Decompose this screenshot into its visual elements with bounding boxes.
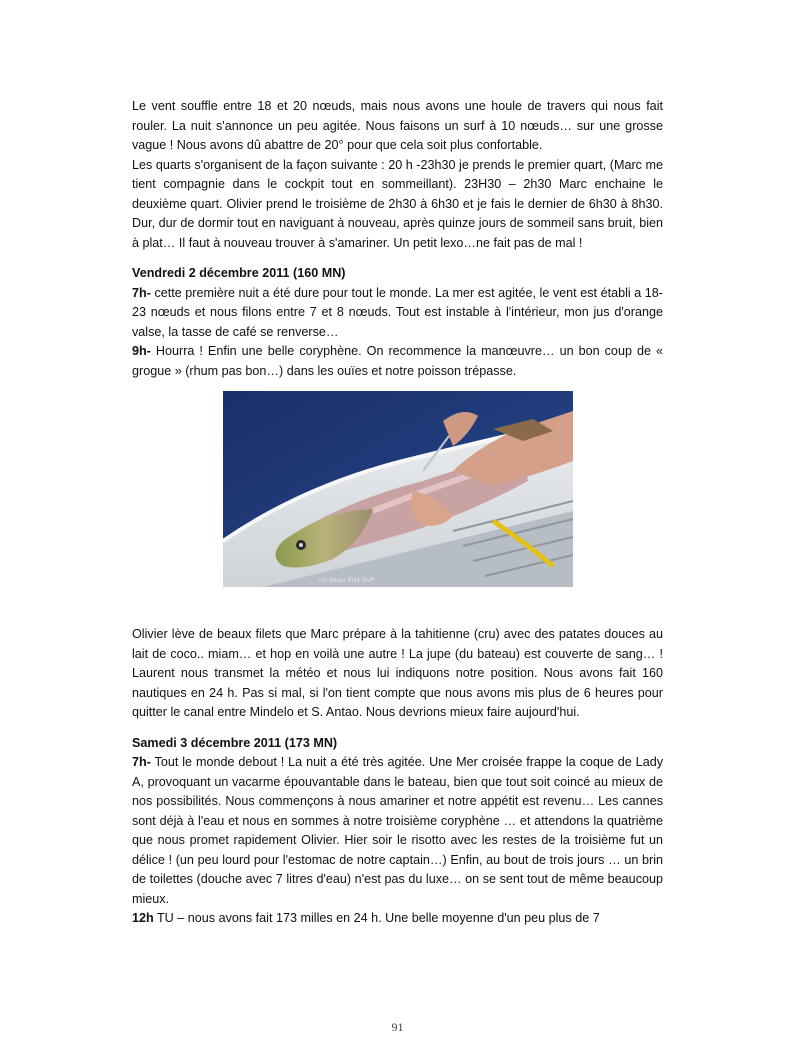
paragraph-watches: Les quarts s'organisent de la façon suivante : 20 h -23h30 je prends le premier quart, (Marc me tient compagnie dans le cockpit tout en sommeillant). 23H30 – 2h30 Marc enchaine le deuxième quart. Olivier prend le troisième de 2h30 à 6h30 et je fais le dernier de 6h30 à 8h30. Dur, dur de dormir tout en naviguant à nouveau, après quinze jours de sommeil sans bruit, bien à plat… Il faut à nouveau trouver à s'amariner. Un petit lexo…ne fait pas de mal !	[132, 157, 663, 250]
entry-text: Tout le monde debout ! La nuit a été très agitée. Une Mer croisée frappe la coque de Lady A, provoquant un vacarme épouvantable dans le bateau, bien que tout soit coincé au mieux de nos possibilités. Nous commençons à nous amariner et notre appétit est revenu… Les cannes sont déjà à l'eau et nous en sommes à notre troisième coryphène … et attendons la quatrième que nous promet rapidement Olivier. Hier soir le risotto avec les restes de la troisième fut un délice ! (un peu lourd pour l'estomac de notre captain…) Enfin, au bout de trois jours … un brin de toilettes (douche avec 7 litres d'eau) n'est pas du luxe… on se sent tout de même beaucoup mieux.	[132, 755, 663, 906]
paragraph-filets: Olivier lève de beaux filets que Marc prépare à la tahitienne (cru) avec des patates douces au lait de coco.. miam… et hop en voilà une autre ! La jupe (du bateau) est couverte de sang… ! Laurent nous transmet la météo et nous lui indiquons notre position. Nous avons fait 160 nautiques en 24 h. Pas si mal, si l'on tient compte que nous avons mis plus de 6 heures pour quitter le canal entre Mindelo et S. Antao. Nous devrions mieux faire aujourd'hui.	[132, 627, 663, 719]
page-number: 91	[391, 1020, 404, 1034]
entry-text: Hourra ! Enfin une belle coryphène. On recommence la manœuvre… un bon coup de « grogue » (rhum pas bon…) dans les ouïes et notre poisson trépasse.	[132, 344, 663, 378]
photo-caption: un beau filet SVP	[319, 576, 375, 584]
entry-friday-9h	[132, 342, 663, 381]
photo-block	[132, 387, 663, 625]
entry-time: 7h-	[132, 755, 151, 769]
entry-time: 9h-	[132, 344, 151, 358]
entry-time: 7h-	[132, 285, 151, 300]
entry-friday-7h	[132, 284, 663, 343]
entry-time: 12h	[132, 911, 154, 925]
day-heading-saturday: Samedi 3 décembre 2011 (173 MN)	[132, 735, 338, 750]
day-heading-friday: Vendredi 2 décembre 2011 (160 MN)	[132, 266, 346, 280]
paragraph-wind: Le vent souffle entre 18 et 20 nœuds, mais nous avons une houle de travers qui nous fait rouler. La nuit s'annonce un peu agitée. Nous faisons un surf à 10 nœuds… sur une grosse vague ! Nous avons dû abattre de 20° pour que cela soit plus confortable.	[132, 99, 663, 152]
entry-saturday-12h	[132, 909, 663, 929]
fish-filleting-photo	[223, 391, 573, 587]
photo-illustration	[223, 391, 573, 587]
entry-text: TU – nous avons fait 173 milles en 24 h. Une belle moyenne d'un peu plus de 7	[153, 911, 600, 925]
entry-text: cette première nuit a été dure pour tout le monde. La mer est agitée, le vent est établi a 18-23 nœuds et nous filons entre 7 et 8 nœuds. Tout est instable à l'intérieur, mon jus d'orange valse, la tasse de café se renverse…	[132, 285, 663, 339]
entry-saturday-7h	[132, 753, 663, 909]
document-body	[132, 97, 663, 929]
